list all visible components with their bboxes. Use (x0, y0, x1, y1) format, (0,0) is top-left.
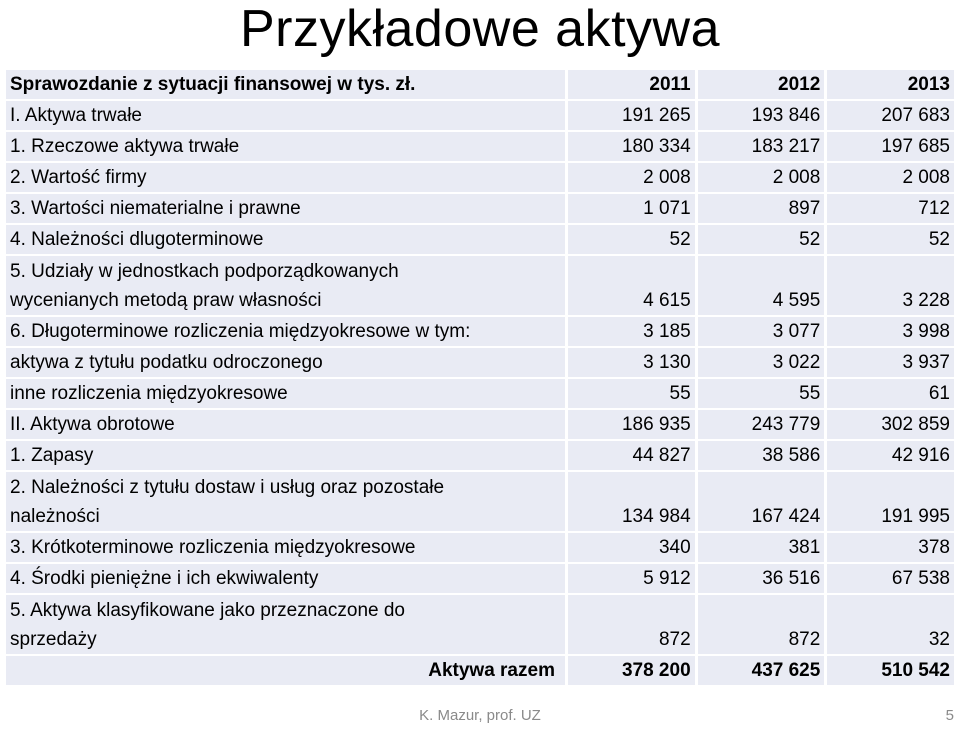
row-value-2012: 167 424 (698, 472, 825, 531)
row-value-2012: 4 595 (698, 256, 825, 315)
row-value-2011: 1 071 (568, 194, 695, 223)
row-value-2012: 3 022 (698, 348, 825, 377)
row-value-2011: 5 912 (568, 564, 695, 593)
total-2011: 378 200 (568, 656, 695, 685)
row-label: II. Aktywa obrotowe (6, 410, 565, 439)
row-value-2012: 243 779 (698, 410, 825, 439)
table-row (6, 564, 954, 593)
row-label: 4. Należności dlugoterminowe (6, 225, 565, 254)
table-body (6, 101, 954, 654)
row-label-line1: 5. Aktywa klasyfikowane jako przeznaczone do (10, 600, 405, 621)
footer-author: K. Mazur, prof. UZ (419, 707, 541, 724)
row-value-2013: 712 (827, 194, 954, 223)
row-label-line2: wycenianych metodą praw własności (10, 290, 322, 311)
row-value-2011: 4 615 (568, 256, 695, 315)
table-row (6, 225, 954, 254)
row-value-2013: 191 995 (827, 472, 954, 531)
row-value-2012: 52 (698, 225, 825, 254)
header-label: Sprawozdanie z sytuacji finansowej w tys. zł. (6, 70, 565, 99)
row-label: inne rozliczenia międzyokresowe (6, 379, 565, 408)
row-label-line2: należności (10, 506, 100, 527)
row-value-2011: 55 (568, 379, 695, 408)
row-value-2012: 55 (698, 379, 825, 408)
table-row (6, 410, 954, 439)
table-row (6, 317, 954, 346)
row-value-2011: 52 (568, 225, 695, 254)
row-value-2012: 36 516 (698, 564, 825, 593)
row-label: 2. Wartość firmy (6, 163, 565, 192)
row-value-2013: 197 685 (827, 132, 954, 161)
table-row (6, 256, 954, 315)
row-value-2011: 3 130 (568, 348, 695, 377)
row-value-2013: 61 (827, 379, 954, 408)
header-year-2012: 2012 (698, 70, 825, 99)
row-label: aktywa z tytułu podatku odroczonego (6, 348, 565, 377)
slide-title: Przykładowe aktywa (239, 0, 721, 58)
row-label: 3. Krótkoterminowe rozliczenia międzyokresowe (6, 533, 565, 562)
row-value-2013: 3 228 (827, 256, 954, 315)
row-value-2013: 3 998 (827, 317, 954, 346)
total-2013: 510 542 (827, 656, 954, 685)
row-value-2011: 134 984 (568, 472, 695, 531)
row-value-2013: 3 937 (827, 348, 954, 377)
row-label: 3. Wartości niematerialne i prawne (6, 194, 565, 223)
row-label: 6. Długoterminowe rozliczenia międzyokresowe w tym: (6, 317, 565, 346)
row-value-2012: 2 008 (698, 163, 825, 192)
row-value-2013: 52 (827, 225, 954, 254)
row-value-2011: 340 (568, 533, 695, 562)
row-value-2012: 38 586 (698, 441, 825, 470)
header-year-2011: 2011 (568, 70, 695, 99)
row-label: 1. Zapasy (6, 441, 565, 470)
row-value-2011: 872 (568, 595, 695, 654)
total-row (6, 656, 954, 685)
row-value-2011: 3 185 (568, 317, 695, 346)
row-value-2013: 302 859 (827, 410, 954, 439)
table-row (6, 163, 954, 192)
table-row (6, 132, 954, 161)
table-row (6, 348, 954, 377)
row-value-2013: 378 (827, 533, 954, 562)
table-header-row (6, 70, 954, 99)
row-value-2011: 44 827 (568, 441, 695, 470)
row-label: 1. Rzeczowe aktywa trwałe (6, 132, 565, 161)
row-value-2012: 381 (698, 533, 825, 562)
table-row (6, 441, 954, 470)
table-row (6, 595, 954, 654)
row-label-line1: 2. Należności z tytułu dostaw i usług oraz pozostałe (10, 477, 445, 498)
row-label (6, 472, 565, 531)
row-value-2013: 67 538 (827, 564, 954, 593)
row-value-2011: 186 935 (568, 410, 695, 439)
page-number: 5 (945, 707, 954, 724)
row-value-2011: 180 334 (568, 132, 695, 161)
row-label: I. Aktywa trwałe (6, 101, 565, 130)
header-year-2013: 2013 (827, 70, 954, 99)
row-value-2012: 183 217 (698, 132, 825, 161)
row-value-2011: 2 008 (568, 163, 695, 192)
table-row (6, 101, 954, 130)
row-value-2012: 3 077 (698, 317, 825, 346)
table-row (6, 379, 954, 408)
row-value-2011: 191 265 (568, 101, 695, 130)
table-row (6, 533, 954, 562)
total-label: Aktywa razem (6, 656, 565, 685)
row-value-2013: 42 916 (827, 441, 954, 470)
row-value-2013: 32 (827, 595, 954, 654)
row-label (6, 256, 565, 315)
row-value-2013: 207 683 (827, 101, 954, 130)
row-label-line1: 5. Udziały w jednostkach podporządkowanych (10, 261, 399, 282)
row-label-line2: sprzedaży (10, 629, 97, 650)
row-label: 4. Środki pieniężne i ich ekwiwalenty (6, 564, 565, 593)
row-value-2012: 872 (698, 595, 825, 654)
assets-table (3, 68, 957, 687)
total-2012: 437 625 (698, 656, 825, 685)
row-value-2012: 897 (698, 194, 825, 223)
table-row (6, 194, 954, 223)
table-row (6, 472, 954, 531)
row-value-2012: 193 846 (698, 101, 825, 130)
row-label (6, 595, 565, 654)
row-value-2013: 2 008 (827, 163, 954, 192)
